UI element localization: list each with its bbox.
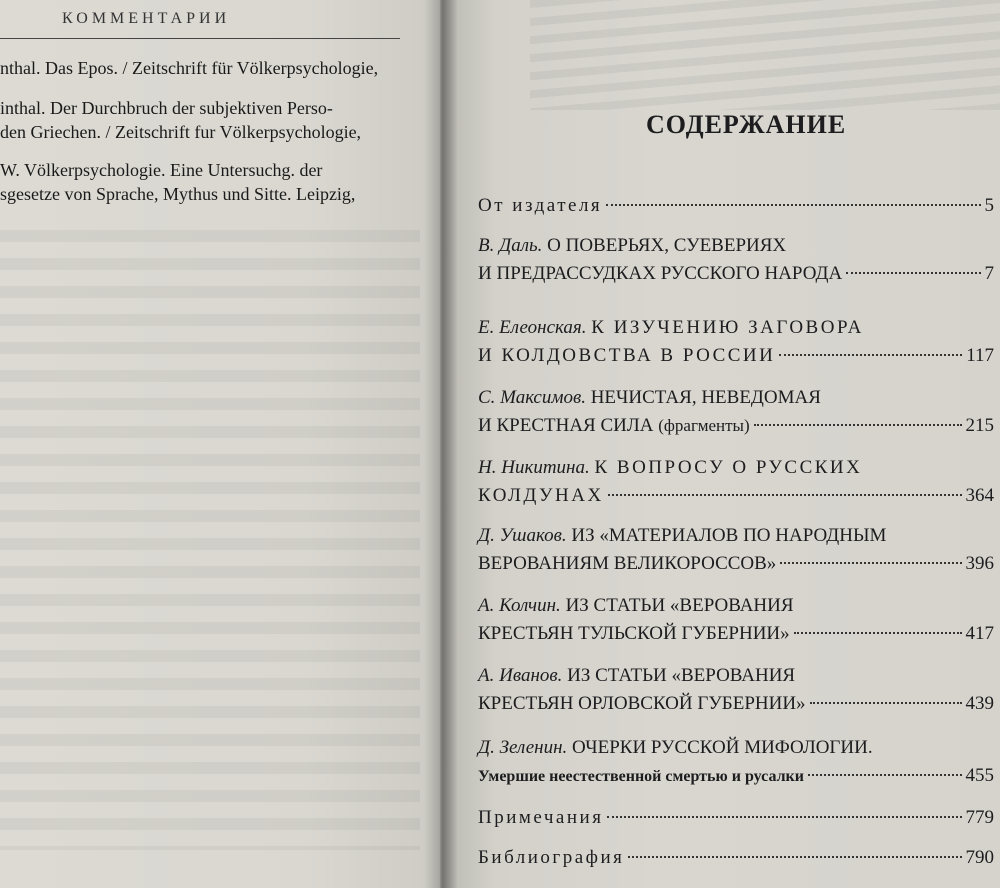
reference-line: nthal. Das Epos. / Zeitschrift für Völkerpsychologie,	[0, 58, 379, 78]
book-gutter	[424, 0, 458, 888]
toc-author: Е. Елеонская.	[478, 317, 587, 338]
dot-leader	[846, 272, 980, 274]
toc-page-number: 117	[966, 345, 994, 366]
toc-entry-title: Библиография	[478, 847, 625, 868]
toc-author: Н. Никитина.	[478, 457, 590, 478]
toc-entry-title: ИЗ «МАТЕРИАЛОВ ПО НАРОДНЫМ	[571, 525, 887, 546]
toc-entry[interactable]	[478, 232, 1000, 288]
left-page	[0, 0, 440, 888]
toc-entry-title: От издателя	[478, 195, 603, 216]
dot-leader	[754, 424, 962, 426]
toc-page-number: 5	[984, 195, 994, 216]
toc-author: А. Колчин.	[478, 595, 561, 616]
toc-entry[interactable]	[478, 804, 1000, 832]
toc-entry-title: ОЧЕРКИ РУССКОЙ МИФОЛОГИИ.	[572, 737, 873, 758]
bleed-through-texture	[530, 0, 1000, 110]
toc-entry-title: И КОЛДОВСТВА В РОССИИ	[478, 345, 776, 366]
toc-entry-subtitle: Умершие неестественной смертью и русалки	[478, 768, 804, 785]
toc-entry-title: Примечания	[478, 807, 604, 828]
toc-entry-title: И КРЕСТНАЯ СИЛА	[478, 415, 654, 436]
toc-page-number: 215	[965, 415, 994, 436]
reference-line: den Griechen. / Zeitschrift fur Völkerpsychologie,	[0, 122, 362, 142]
toc-entry-title: КОЛДУНАХ	[478, 485, 604, 506]
toc-page-number: 790	[965, 847, 994, 868]
toc-entry[interactable]	[478, 192, 1000, 220]
dot-leader	[607, 816, 961, 818]
dot-leader	[810, 702, 962, 704]
toc-entry-title: ИЗ СТАТЬИ «ВЕРОВАНИЯ	[567, 665, 796, 686]
dot-leader	[779, 354, 962, 356]
toc-entry[interactable]	[478, 314, 1000, 370]
toc-entry-title: ВЕРОВАНИЯМ ВЕЛИКОРОССОВ»	[478, 553, 777, 574]
toc-entry-title: К ИЗУЧЕНИЮ ЗАГОВОРА	[591, 317, 864, 338]
toc-author: В. Даль.	[478, 235, 543, 256]
toc-entry-note: (фрагменты)	[658, 416, 750, 435]
toc-entry[interactable]	[478, 454, 1000, 510]
toc-page-number: 455	[965, 765, 994, 786]
toc-entry-title: КРЕСТЬЯН ОРЛОВСКОЙ ГУБЕРНИИ»	[478, 693, 806, 714]
contents-title: СОДЕРЖАНИЕ	[646, 110, 847, 139]
toc-entry-title: НЕЧИСТАЯ, НЕВЕДОМАЯ	[590, 387, 821, 408]
dot-leader	[808, 774, 962, 776]
toc-entry-title: К ВОПРОСУ О РУССКИХ	[594, 457, 863, 478]
running-head-rule	[0, 38, 400, 39]
toc-entry[interactable]	[478, 522, 1000, 578]
reference-line: inthal. Der Durchbruch der subjektiven Perso-	[0, 98, 333, 118]
bleed-through-texture	[0, 230, 420, 850]
dot-leader	[606, 204, 980, 206]
toc-author: Д. Ушаков.	[478, 525, 567, 546]
dot-leader	[794, 632, 962, 634]
toc-page-number: 7	[984, 263, 994, 284]
toc-entry[interactable]	[478, 844, 1000, 872]
toc-page-number: 364	[965, 485, 994, 506]
toc-entry-title: КРЕСТЬЯН ТУЛЬСКОЙ ГУБЕРНИИ»	[478, 623, 790, 644]
toc-page-number: 396	[965, 553, 994, 574]
toc-entry-title: О ПОВЕРЬЯХ, СУЕВЕРИЯХ	[547, 235, 787, 256]
toc-page-number: 439	[965, 693, 994, 714]
toc-author: С. Максимов.	[478, 387, 586, 408]
reference-line: W. Völkerpsychologie. Eine Untersuchg. der	[0, 160, 323, 180]
toc-page-number: 779	[965, 807, 994, 828]
toc-entry[interactable]	[478, 734, 1000, 790]
dot-leader	[780, 562, 961, 564]
dot-leader	[628, 856, 961, 858]
toc-page-number: 417	[965, 623, 994, 644]
toc-author: Д. Зеленин.	[478, 737, 568, 758]
toc-entry[interactable]	[478, 662, 1000, 718]
running-head: КОММЕНТАРИИ	[62, 10, 231, 27]
toc-entry[interactable]	[478, 384, 1000, 440]
toc-entry-title: И ПРЕДРАССУДКАХ РУССКОГО НАРОДА	[478, 263, 843, 284]
dot-leader	[608, 494, 962, 496]
toc-entry-title: ИЗ СТАТЬИ «ВЕРОВАНИЯ	[565, 595, 794, 616]
toc-author: А. Иванов.	[478, 665, 563, 686]
reference-line: sgesetze von Sprache, Mythus und Sitte. Leipzig,	[0, 184, 356, 204]
toc-entry[interactable]	[478, 592, 1000, 648]
